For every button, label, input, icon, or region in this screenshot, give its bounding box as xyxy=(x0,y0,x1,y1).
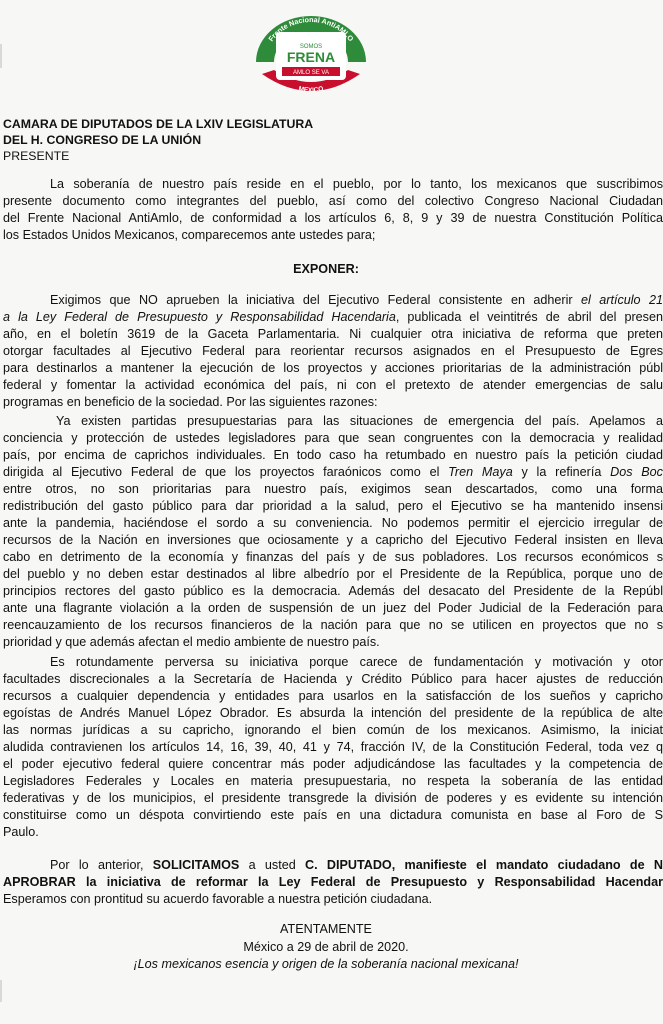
closing-date: México a 29 de abril de 2020. xyxy=(243,940,409,954)
logo-tagline: AMLO SE VA xyxy=(293,70,329,76)
intro-line-4: los Estados Unidos Mexicanos, comparecemos ante ustedes para; xyxy=(3,228,376,242)
p3-line-2: facultades discrecionales a la Secretaría de Hacienda y Crédito Público para hacer ajustes de reducción xyxy=(3,672,663,686)
addressee-line-1: CAMARA DE DIPUTADOS DE LA LXIV LEGISLATURA xyxy=(3,117,314,131)
p2-line-11: principios rectores del gasto público es la democracia. Además del desacato del Presidente de la Repúbl xyxy=(3,584,663,598)
p1-line-3: año, en el boletín 3619 de la Gaceta Parlamentaria. Ni cualquier otra iniciativa de reforma que preten xyxy=(3,327,663,341)
p2-line-3: país, por encima de caprichos individuales. En todo caso ha retumbado en nuestro país la petición ciudad xyxy=(3,448,663,462)
frena-logo xyxy=(248,12,374,98)
p3-line-11: Paulo. xyxy=(3,825,39,839)
p2-line-2: conciencia y protección de ustedes legisladores para que sean congruentes con la democracia y realidad xyxy=(3,431,663,445)
intro-line-2: presente documento como integrantes del pueblo, así como del colectivo Congreso Nacional Ciudadan xyxy=(3,194,663,208)
p2-line-9: cabo en detrimento de la economía y finanzas del país y de sus pobladores. Los recursos económicos s xyxy=(3,550,663,564)
p3-line-9: federativas y de los municipios, el presidente transgrede la división de poderes y es evidente su intención xyxy=(3,791,663,805)
p1-line-5: para destinarlos a mantener la ejecución de los proyectos y acciones prioritarias de la administración públ xyxy=(3,361,663,375)
p4-line-2: APROBRAR la iniciativa de reformar la Ley Federal de Presupuesto y Responsabilidad Hacendar xyxy=(3,875,663,889)
closing-atentamente: ATENTAMENTE xyxy=(280,922,372,936)
p4-line-3: Esperamos con prontitud su acuerdo favorable a nuestra petición ciudadana. xyxy=(3,892,433,906)
p2-line-12: ante una flagrante violación a la orden de suspensión de un juez del Poder Judicial de la Federación para xyxy=(3,601,663,615)
p3-line-8: Legisladores Federales y Locales en materia presupuestaria, no respeta la soberanía de las entidad xyxy=(3,774,663,788)
addressee-block xyxy=(3,116,313,164)
p2-line-14: prioridad y que además afectan el medio ambiente de nuestro país. xyxy=(3,635,380,649)
intro-line-3: del Frente Nacional AntiAmlo, de conformidad a los artículos 6, 8, 9 y 39 de nuestra Constitución Política xyxy=(3,211,663,225)
p3-line-10: constituirse como un déspota convirtiendo este país en una dictadura comunista en base al Foro de S xyxy=(3,808,663,822)
p1-line-7: programas en beneficio de la sociedad. Por las siguientes razones: xyxy=(3,395,378,409)
p1-line-1: Exigimos que NO aprueben la iniciativa del Ejecutivo Federal consistente en adherir el artículo 21 xyxy=(50,293,663,307)
p2-line-5: entre otros, no son prioritarias para nuestro país, exigimos sean descartados, como una forma xyxy=(3,482,663,496)
p2-line-1: Ya existen partidas presupuestarias para las situaciones de emergencia del país. Apelamos a xyxy=(56,414,663,428)
addressee-line-3: PRESENTE xyxy=(3,149,70,163)
intro-line-1: La soberanía de nuestro país reside en el pueblo, por lo tanto, los mexicanos que suscribimos xyxy=(50,177,663,191)
p2-line-4: dirigida al Ejecutivo Federal de que los proyectos faraónicos como el Tren Maya y la refinería Dos Boc xyxy=(3,465,663,479)
logo-bottom-text: MEXICO xyxy=(297,85,325,95)
section-heading: EXPONER: xyxy=(293,262,359,276)
p2-line-13: reencauzamiento de los recursos financieros de la nación para que no se utilicen en proyectos que no s xyxy=(3,618,663,632)
logo-name: FRENA xyxy=(286,49,336,65)
p3-line-6: aludida contravienen los artículos 14, 16, 39, 40, 41 y 74, fracción IV, de la Constitución Federal, toda vez q xyxy=(3,740,663,754)
page-edge-mark-top xyxy=(0,44,2,68)
p3-line-5: las normas jurídicas a su capricho, ignorando el bien común de los mexicanos. Asimismo, la iniciat xyxy=(3,723,663,737)
p4-line-1: Por lo anterior, SOLICITAMOS a usted C. DIPUTADO, manifieste el mandato ciudadano de N xyxy=(50,858,663,872)
p2-line-10: del pueblo y no deben estar destinados al libre albedrío por el Presidente de la República, porque uno de xyxy=(3,567,663,581)
p2-line-8: recursos de la Nación en inversiones que ociosamente y a capricho del Ejecutivo Federal insisten en lleva xyxy=(3,533,663,547)
p3-line-3: recursos a cualquier dependencia y entidades para usarlos en la satisfacción de los sueños y capricho xyxy=(3,689,663,703)
p2-line-6: redistribución del gasto público para dar prioridad a la salud, pero el Ejecutivo se ha mantenido insensi xyxy=(3,499,663,513)
p1-line-4: otorgar facultades al Ejecutivo Federal para reorientar recursos asignados en el Presupuesto de Egres xyxy=(3,344,663,358)
logo-somos: SOMOS xyxy=(299,44,323,50)
p3-line-7: el poder ejecutivo federal quiere concentrar más poder adjudicándose las facultades y la competencia de xyxy=(3,757,663,771)
p1-line-6: federal y fomentar la actividad económica del país, ni con el pretexto de atender emergencias de salu xyxy=(3,378,663,392)
p2-line-7: ante la pandemia, haciéndose el sordo a su conveniencia. No podemos permitir el ejercicio irregular de xyxy=(3,516,663,530)
p3-line-1: Es rotundamente perversa su iniciativa porque carece de fundamentación y motivación y otor xyxy=(50,655,663,669)
logo-arc-text: Frente Nacional AntiAMLO xyxy=(266,14,356,44)
p1-line-2: a la Ley Federal de Presupuesto y Responsabilidad Hacendaria, publicada el veintitrés de abril del presen xyxy=(3,310,663,324)
page-edge-mark-bottom xyxy=(0,980,2,1002)
p3-line-4: egoístas de Andrés Manuel López Obrador. Es absurda la intención del presidente de la república de alte xyxy=(3,706,663,720)
addressee-line-2: DEL H. CONGRESO DE LA UNIÓN xyxy=(3,133,202,147)
closing-motto: ¡Los mexicanos esencia y origen de la soberanía nacional mexicana! xyxy=(133,957,519,971)
